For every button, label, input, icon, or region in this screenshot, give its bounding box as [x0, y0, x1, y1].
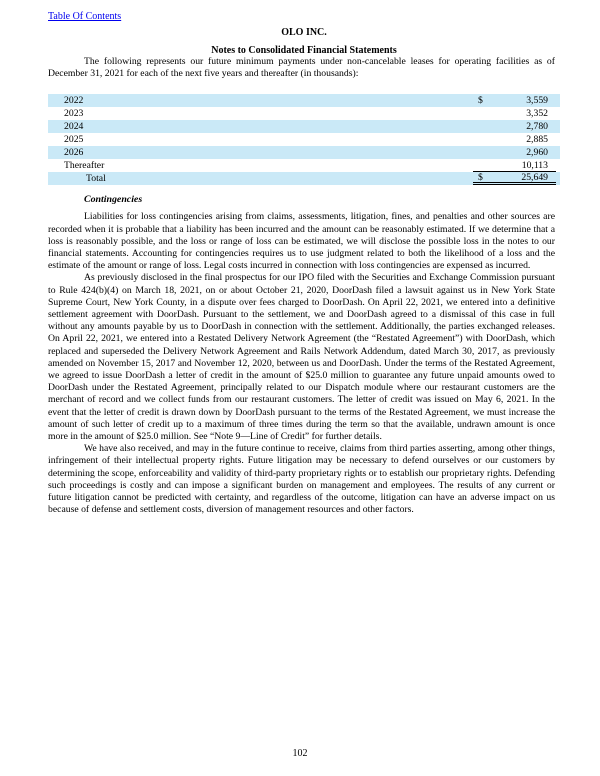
amount-cell — [473, 133, 556, 146]
breadcrumb — [48, 0, 560, 22]
year-label-cell: 2024 — [64, 121, 84, 133]
table-row — [48, 120, 560, 133]
table-of-contents-link[interactable]: Table Of Contents — [48, 11, 122, 22]
amount-cell — [473, 146, 556, 159]
year-label-cell: Total — [86, 173, 106, 185]
year-label-cell: 2026 — [64, 147, 84, 159]
company-title: OLO INC. — [281, 27, 327, 38]
table-row — [48, 94, 560, 107]
contingencies-heading: Contingencies — [84, 194, 143, 206]
year-label-cell: 2022 — [64, 95, 84, 107]
amount-cell — [473, 94, 556, 107]
future-minimum-payments-table — [48, 94, 560, 185]
amount-value: 2,960 — [526, 147, 548, 159]
table-row — [48, 146, 560, 159]
year-label-cell: 2025 — [64, 134, 84, 146]
amount-value: 3,559 — [526, 95, 548, 107]
table-row — [48, 133, 560, 146]
contingencies-paragraph: Liabilities for loss contingencies arising from claims, assessments, litigation, fines, and penalties and other sources are recorded when it is probable that a liability has been incurred and the amount can be reasonably estimated. If we determine that a loss is reasonably possible, and the loss or range of loss can be estimated, we will disclose the possible loss in the notes to our financial statements. Accounting for contingencies requires us to use judgment related to both the likelihood of a loss and the estimate of the amount or range of loss. Legal costs incurred in connection with loss contingencies are expensed as incurred. — [48, 211, 555, 272]
amount-cell — [473, 107, 556, 120]
amount-value: 2,780 — [526, 121, 548, 133]
amount-cell — [473, 159, 556, 172]
amount-value: 3,352 — [526, 108, 548, 120]
intro-paragraph: The following represents our future minimum payments under non-cancelable leases for operating facilities as of December 31, 2021 for each of the next five years and thereafter (in thousands): — [48, 56, 555, 80]
amount-value: 2,885 — [526, 134, 548, 146]
amount-cell — [473, 120, 556, 133]
amount-value: 25,649 — [521, 171, 548, 183]
document-subtitle: Notes to Consolidated Financial Statements — [211, 45, 397, 56]
contingencies-paragraph: As previously disclosed in the final prospectus for our IPO filed with the Securities and Exchange Commission pursuant to Rule 424(b)(4) on March 18, 2021, on or about October 21, 2020, DoorDash filed a lawsuit against us in New York State Supreme Court, New York County, in a dispute over fees charged to DoorDash. On April 22, 2021, we entered into a definitive settlement agreement with DoorDash. Pursuant to the settlement, we and DoorDash agreed to a dismissal of this case in full without any amounts payable by us to DoorDash in connection with the settlement. Additionally, the parties exchanged releases. On April 22, 2021, we entered into a Restated Delivery Network Agreement (the “Restated Agreement”) with DoorDash, which replaced and superseded the Delivery Network Agreement and Rails Network Addendum, dated March 30, 2017, as previously amended on November 15, 2017 and November 12, 2020, between us and DoorDash. Under the terms of the Restated Agreement, we agreed to issue DoorDash a letter of credit in the amount of $25.0 million to guarantee any future unpaid amounts owed to DoorDash under the Restated Agreement, principally related to our Dispatch module where our restaurant customers are the merchant of record and we collect funds from our restaurant customers. The letter of credit was issued on May 6, 2021. In the event that the letter of credit is drawn down by DoorDash pursuant to the terms of the Restated Agreement, we must increase the amount of such letter of credit up to a maximum of three times during the term so that the available, undrawn amount is once more in the amount of $25.0 million. See “Note 9—Line of Credit” for further details. — [48, 272, 555, 443]
page-number: 102 — [292, 748, 308, 759]
currency-symbol: $ — [478, 171, 483, 183]
amount-value: 10,113 — [521, 159, 548, 171]
year-label-cell: Thereafter — [64, 160, 105, 172]
table-row — [48, 107, 560, 120]
contingencies-paragraph: We have also received, and may in the future continue to receive, claims from third parties asserting, among other things, infringement of their intellectual property rights. Future litigation may be necessary to defend ourselves or our customers by determining the scope, enforceability and validity of third-party proprietary rights or to establish our proprietary rights. Defending such proceedings is costly and can impose a significant burden on management and employees. The results of any current or future litigation cannot be predicted with certainty, and regardless of the outcome, litigation can have an adverse impact on us because of defense and settlement costs, diversion of management resources and other factors. — [48, 443, 555, 516]
currency-symbol: $ — [478, 95, 483, 107]
year-label-cell: 2023 — [64, 108, 84, 120]
page-content — [48, 0, 560, 516]
contingencies-section — [48, 211, 560, 516]
table-row — [48, 172, 560, 185]
table-row — [48, 159, 560, 172]
amount-cell — [473, 172, 556, 185]
